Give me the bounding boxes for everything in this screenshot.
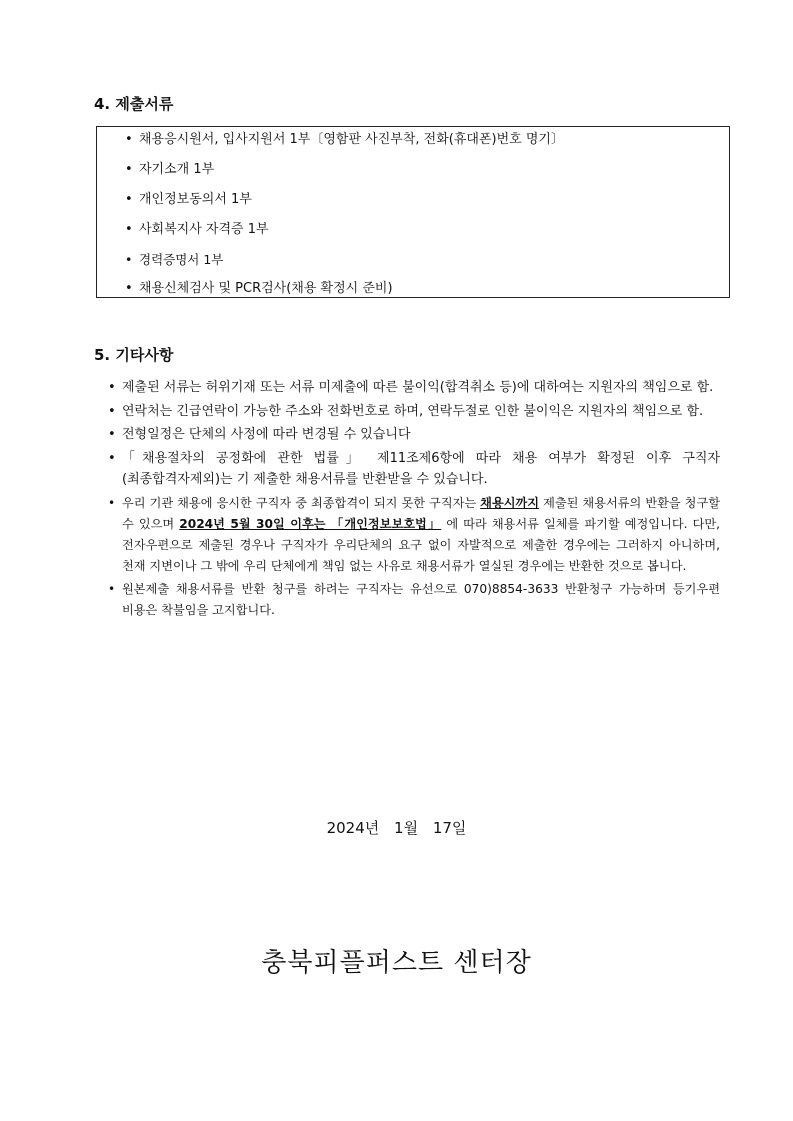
document-item: • 채용응시원서, 입사지원서 1부〔영함판 사진부착, 전화(휴대폰)번호 명기〕 bbox=[125, 132, 564, 147]
document-item: • 개인정보동의서 1부 bbox=[125, 192, 252, 207]
note-item-return: • 우리 기관 채용에 응시한 구직자 중 최종합격이 되지 못한 구직자는 채용시까지 제출된 채용서류의 반환을 청구할 수 있으며 2024년 5월 30일 이후는 「개인정보보호법」 에 따라 채용서류 일체를 파기할 예정입니다. 다만, 전자우편으로 제출된 경우나 구직자가 우리단체의 요구 없이 자발적으로 제출한 경우에는 그러하지 아니하며, 천재 지변이나 그 밖에 우리 단체에게 책임 없는 사유로 채용서류가 열실된 경우에는 반환한 것으로 봅니다. bbox=[108, 495, 720, 573]
signature-line: 충북피플퍼스트 센터장 bbox=[261, 948, 532, 978]
document-item: • 자기소개 1부 bbox=[125, 162, 215, 177]
document-item: • 채용신체검사 및 PCR검사(채용 확정시 준비) bbox=[125, 281, 393, 296]
note-item: • 연락처는 긴급연락이 가능한 주소와 전화번호로 하며, 연락두절로 인한 불이익은 지원자의 책임으로 함. bbox=[108, 403, 704, 419]
section-heading-documents: 4. 제출서류 bbox=[94, 95, 174, 113]
emphasis-deadline-law: 2024년 5월 30일 이후는 「개인정보보호법」 bbox=[179, 516, 442, 531]
note-item: • 원본제출 채용서류를 반환 청구를 하려는 구직자는 유선으로 070)8854-3633 반환청구 가능하며 등기우편 비용은 착불임을 고지합니다. bbox=[108, 581, 720, 617]
emphasis-until-hiring: 채용시까지 bbox=[480, 495, 540, 510]
note-item: • 전형일정은 단체의 사정에 따라 변경될 수 있습니다 bbox=[108, 427, 411, 442]
document-date: 2024년 1월 17일 bbox=[326, 819, 467, 837]
document-item: • 경력증명서 1부 bbox=[125, 252, 224, 267]
notes-list bbox=[108, 377, 720, 623]
required-documents-box bbox=[96, 126, 730, 298]
document-item: • 사회복지사 자격증 1부 bbox=[125, 222, 269, 237]
note-item: • 「채용절차의 공정화에 관한 법률」 제11조제6항에 따라 채용 여부가 확정된 이후 구직자 (최종합격자제외)는 기 제출한 채용서류를 반환받을 수 있습니다. bbox=[108, 450, 720, 487]
section-heading-other: 5. 기타사항 bbox=[94, 346, 174, 364]
note-item: • 제출된 서류는 허위기재 또는 서류 미제출에 따른 불이익(합격취소 등)에 대하여는 지원자의 책임으로 함. bbox=[108, 380, 714, 395]
